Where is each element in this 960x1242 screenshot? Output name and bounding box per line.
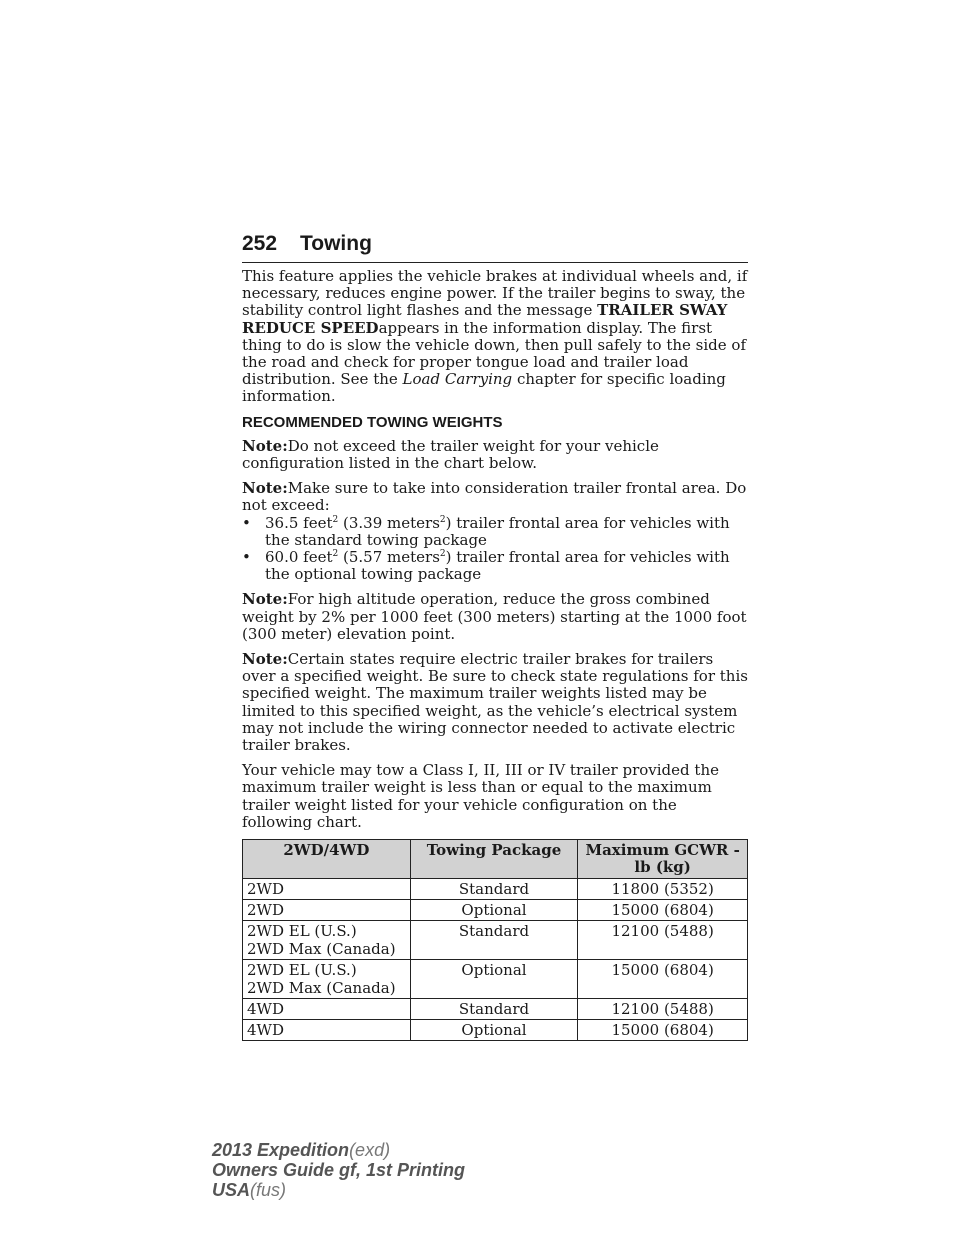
note-3 [242,591,748,643]
note-4 [242,651,748,754]
table-row [243,999,748,1020]
column-header-package: Towing Package [410,840,578,879]
gcwr-cell: 12100 (5488) [578,921,748,960]
package-cell: Optional [410,1020,578,1041]
note-text: For high altitude operation, reduce the gross combined weight by 2% per 1000 feet (300 meters) starting at the 1000 foot (300 meter) elevation point. [242,590,747,643]
package-cell: Optional [410,900,578,921]
recommended-towing-weights-heading: RECOMMENDED TOWING WEIGHTS [242,413,503,431]
gcwr-cell: 12100 (5488) [578,999,748,1020]
gcwr-cell: 15000 (6804) [578,1020,748,1041]
bullet-icon: • [242,513,251,532]
print-footer [212,1140,465,1200]
section-title: Towing [300,232,372,255]
intro-text-1: This feature applies the vehicle brakes at individual wheels and, if necessary, reduces engine power. If the trailer begins to sway, the stability control light flashes and the message [242,267,748,320]
bullet-icon: • [242,548,251,567]
note-label: Note: [242,590,288,609]
trailer-sway-message: TRAILER SWAY REDUCE SPEED [242,301,728,337]
note-text: Make sure to take into consideration trailer frontal area. Do not exceed: [242,479,747,515]
list-item: • 36.5 feet$^2$ (3.39 meters$^2$) trailer frontal area for vehicles with the standard towing package [242,513,730,549]
towing-weights-table [242,839,748,1041]
note-label: Note: [242,479,288,498]
footer-line-2: Owners Guide gf, 1st Printing [212,1160,466,1180]
note-label: Note: [242,650,288,669]
note-2 [242,480,748,514]
load-carrying-reference: Load Carrying [402,370,513,389]
drive-cell: 2WD EL (U.S.) 2WD Max (Canada) [243,921,411,960]
column-header-drive: 2WD/4WD [243,840,411,879]
gcwr-cell: 15000 (6804) [578,960,748,999]
gcwr-cell: 11800 (5352) [578,879,748,900]
package-cell: Standard [410,879,578,900]
intro-paragraph [242,268,748,406]
footer-line-3: USA(fus) [212,1180,287,1200]
drive-cell: 4WD [243,1020,411,1041]
drive-cell: 4WD [243,999,411,1020]
note-text: Do not exceed the trailer weight for your vehicle configuration listed in the chart below. [242,436,659,473]
table-header-row [243,840,748,879]
gcwr-cell: 15000 (6804) [578,900,748,921]
list-item: • 60.0 feet$^2$ (5.57 meters$^2$) trailer frontal area for vehicles with the optional towing package [242,548,730,584]
table-row [243,879,748,900]
page-content [242,268,748,1041]
package-cell: Optional [410,960,578,999]
table-row [243,1020,748,1041]
trailer-class-paragraph: Your vehicle may tow a Class I, II, III or IV trailer provided the maximum trailer weight is less than or equal to the maximum trailer weight listed for your vehicle configuration on the following chart. [242,761,719,831]
table-row [243,900,748,921]
drive-cell: 2WD [243,879,411,900]
page-number: 252 [242,232,278,255]
package-cell: Standard [410,921,578,960]
drive-cell: 2WD [243,900,411,921]
intro-text-2: appears in the information display. The first thing to do is slow the vehicle down, then pull safely to the side of the road and check for proper tongue load and trailer load distribution. See the [242,318,747,389]
frontal-area-list [242,515,748,584]
table-row [243,960,748,999]
note-text: Certain states require electric trailer brakes for trailers over a specified weight. Be sure to check state regulations for this specified weight. The maximum trailer weights listed may be limited to this specified weight, as the vehicle’s electrical system may not include the wiring connector needed to activate electric trailer brakes. [242,650,748,755]
note-1 [242,438,748,472]
intro-text-3: chapter for specific loading information. [242,370,726,406]
column-header-gcwr: Maximum GCWR - lb (kg) [578,840,748,879]
page-header [242,232,748,263]
table-row [243,921,748,960]
package-cell: Standard [410,999,578,1020]
note-label: Note: [242,436,288,455]
drive-cell: 2WD EL (U.S.) 2WD Max (Canada) [243,960,411,999]
footer-line-1: 2013 Expedition(exd) [212,1140,391,1160]
